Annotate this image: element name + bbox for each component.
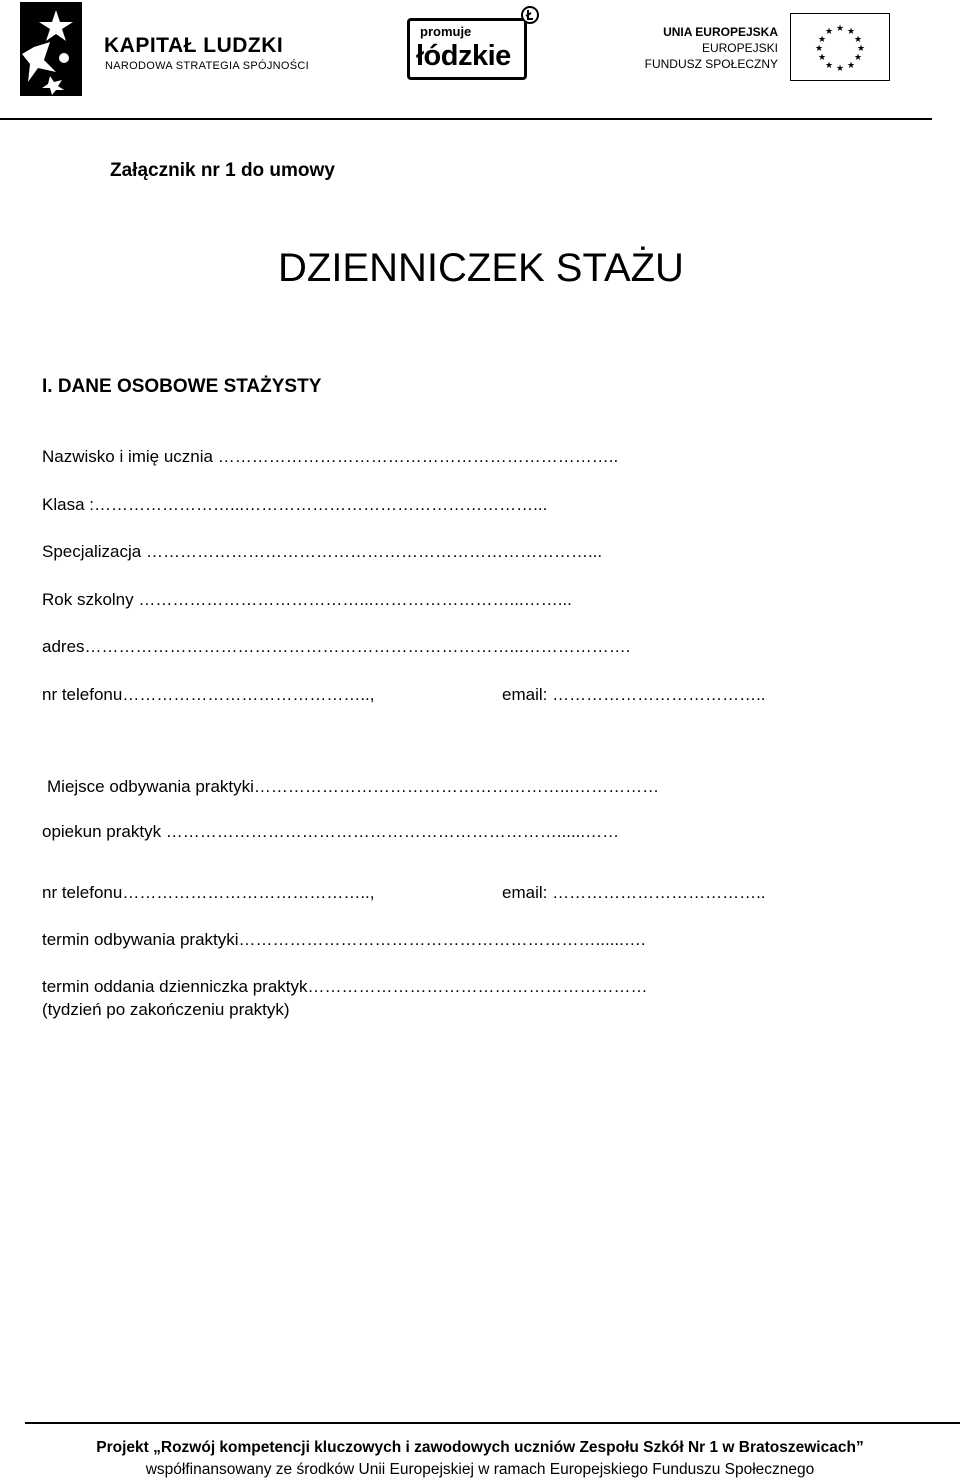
footer-divider [25,1422,960,1424]
field-supervisor-email: email: ……………………………….. [502,883,766,902]
attachment-label: Załącznik nr 1 do umowy [110,160,335,181]
svg-text:★: ★ [835,24,845,34]
field-address: adres…………………………………………………………………...………………. [42,637,631,656]
field-practice-place: Miejsce odbywania praktyki………………………………………………...…………… [47,777,660,796]
svg-text:★: ★ [835,64,845,74]
svg-text:★: ★ [824,61,834,71]
field-email: email: ……………………………….. [502,685,766,704]
document-title: DZIENNICZEK STAŻU [278,246,684,290]
svg-text:★: ★ [846,27,856,37]
svg-text:★: ★ [853,53,863,63]
field-specialization: Specjalizacja ……………………………………………………………………... [42,542,603,561]
kapital-ludzki-emblem-icon [20,2,82,96]
eu-line-1: UNIA EUROPEJSKA [663,25,778,39]
svg-text:★: ★ [824,27,834,37]
footer-funding: współfinansowany ze środków Unii Europejskiej w ramach Europejskiego Funduszu Społecznego [145,1461,815,1478]
field-supervisor-phone: nr telefonu…………………………………….., [42,883,375,902]
svg-text:★: ★ [814,44,824,54]
svg-text:★: ★ [817,35,827,45]
eu-stars-icon [791,14,889,80]
svg-text:★: ★ [853,35,863,45]
footer-project: Projekt „Rozwój kompetencji kluczowych i zawodowych uczniów Zespołu Szkół Nr 1 w Bratoszewicach” [96,1439,864,1456]
lodzkie-logo-small-text: promuje [420,24,472,39]
field-practice-term: termin odbywania praktyki………………………………………………………......…. [42,930,646,949]
eu-text-block [640,24,778,72]
field-submission-note: (tydzień po zakończeniu praktyk) [42,1000,290,1019]
eu-flag-frame [790,13,890,81]
lodz-currency-icon [520,5,540,25]
svg-text:★: ★ [817,53,827,63]
header-divider [0,118,932,120]
field-school-year: Rok szkolny …………………………………...……………………...……... [42,590,572,609]
lodzkie-logo-big-text: łódzkie [416,40,511,72]
svg-text:★: ★ [846,61,856,71]
kapital-ludzki-subtitle: NARODOWA STRATEGIA SPÓJNOŚCI [105,60,309,72]
field-submission-term: termin oddania dzienniczka praktyk…………………………………………………… [42,977,648,996]
eu-line-2: EUROPEJSKI [701,41,778,55]
kapital-ludzki-title: KAPITAŁ LUDZKI [104,34,284,57]
field-phone: nr telefonu…………………………………….., [42,685,375,704]
field-student-name: Nazwisko i imię ucznia …………………………………………………………….. [42,447,619,466]
field-supervisor: opiekun praktyk ……………………………………………………………......…… [42,822,620,841]
section-heading: I. DANE OSOBOWE STAŻYSTY [42,376,322,397]
eu-line-3: FUNDUSZ SPOŁECZNY [644,57,778,71]
svg-text:★: ★ [856,44,866,54]
field-class: Klasa :……………………...……………………………………………... [42,495,548,514]
